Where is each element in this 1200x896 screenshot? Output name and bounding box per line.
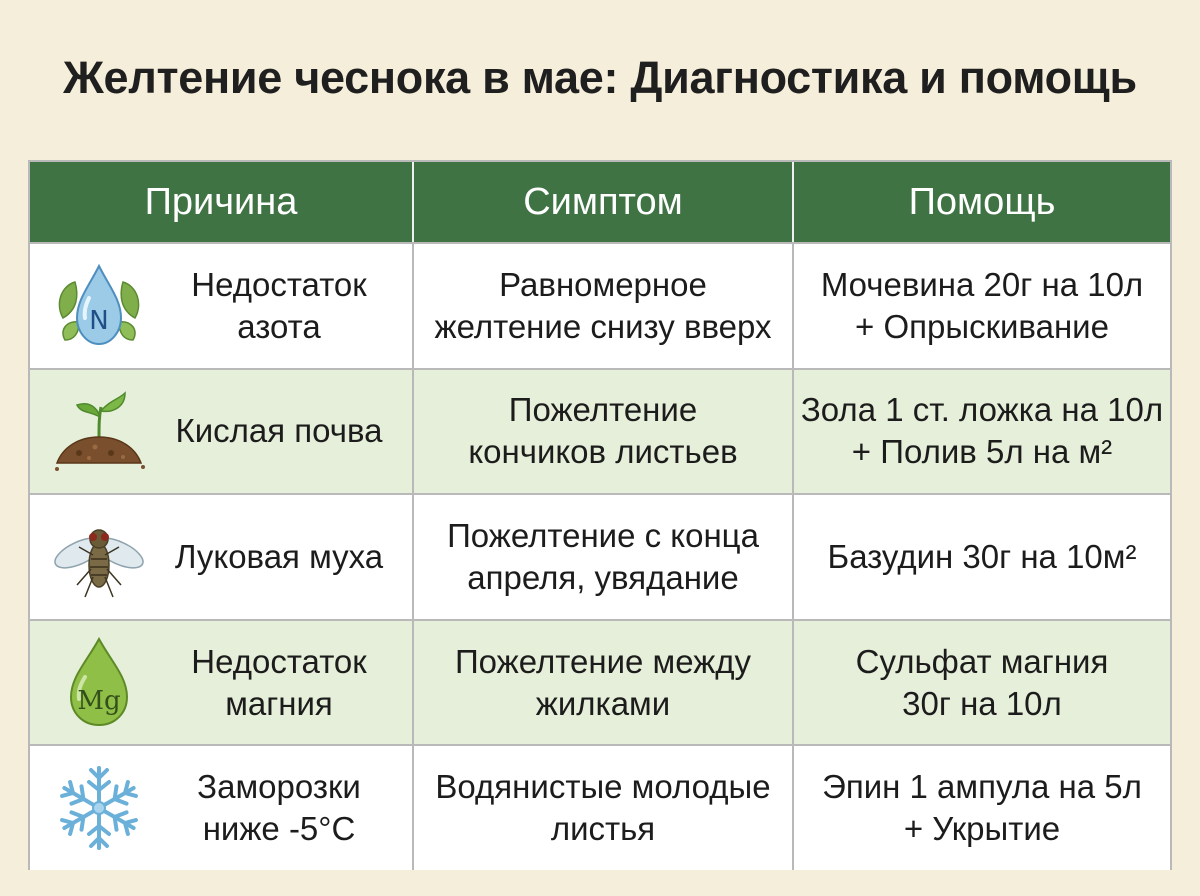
symptom-text: Пожелтение: [508, 391, 698, 429]
symptom-cell: [412, 621, 792, 745]
help-text: Зола 1 ст. ложка на 10л: [800, 391, 1164, 429]
table-header: [30, 162, 1170, 242]
symptom-cell: [412, 370, 792, 494]
help-text: Сульфат магния: [855, 642, 1109, 680]
header-symptom: Симптом: [412, 162, 792, 242]
cause-text: Заморозки: [197, 768, 361, 806]
symptom-text: апреля, увядание: [467, 558, 739, 596]
symptom-text: Пожелтение между: [454, 642, 752, 680]
help-cell: [792, 370, 1170, 494]
header-help: Помощь: [792, 162, 1170, 242]
page-title: Желтение чеснока в мае: Диагностика и помощь: [63, 52, 1137, 103]
onion-fly-icon: [44, 502, 154, 612]
cause-cell: [30, 370, 412, 494]
soil-sprout-icon: [44, 376, 154, 486]
cause-text: Недостаток: [191, 265, 367, 303]
cause-text: Недостаток: [191, 642, 367, 680]
help-cell: [792, 621, 1170, 745]
nitrogen-drop-icon: [44, 251, 154, 361]
cause-text: Кислая почва: [175, 412, 383, 450]
symptom-cell: [412, 495, 792, 619]
help-text: Эпин 1 ампула на 5л: [822, 768, 1142, 806]
help-text: + Укрытие: [903, 810, 1061, 848]
table-row: [30, 744, 1170, 870]
symptom-text: Равномерное: [499, 265, 707, 303]
help-cell: [792, 746, 1170, 870]
cause-text: ниже -5°C: [202, 810, 356, 848]
help-cell: [792, 495, 1170, 619]
cause-cell: [30, 495, 412, 619]
help-text: + Полив 5л на м²: [851, 433, 1113, 471]
cause-text: Луковая муха: [174, 537, 384, 575]
table-body: [30, 242, 1170, 870]
symptom-text: листья: [550, 810, 656, 848]
header-cause: Причина: [144, 180, 298, 223]
table-row: [30, 493, 1170, 619]
help-text: Мочевина 20г на 10л: [820, 265, 1144, 303]
cause-text: азота: [237, 307, 321, 345]
cause-cell: [30, 244, 412, 368]
table-row: [30, 242, 1170, 368]
cause-text: магния: [225, 684, 333, 722]
help-text: Базудин 30г на 10м²: [827, 537, 1137, 575]
help-cell: [792, 244, 1170, 368]
help-text: + Опрыскивание: [855, 307, 1109, 345]
symptom-text: Пожелтение с конца: [447, 516, 759, 554]
symptom-text: жилками: [535, 684, 671, 722]
table-row: [30, 368, 1170, 494]
table-row: [30, 619, 1170, 745]
magnesium-drop-icon: [44, 628, 154, 738]
snowflake-icon: [44, 753, 154, 863]
cause-cell: [30, 621, 412, 745]
symptom-text: кончиков листьев: [468, 433, 738, 471]
nitrogen-label: N: [89, 305, 109, 336]
magnesium-label: Mg: [77, 685, 121, 716]
symptom-cell: [412, 244, 792, 368]
diagnosis-table: [28, 160, 1172, 870]
symptom-text: Водянистые молодые: [435, 768, 771, 806]
help-text: 30г на 10л: [902, 684, 1062, 722]
cause-cell: [30, 746, 412, 870]
symptom-cell: [412, 746, 792, 870]
symptom-text: желтение снизу вверх: [434, 307, 772, 345]
